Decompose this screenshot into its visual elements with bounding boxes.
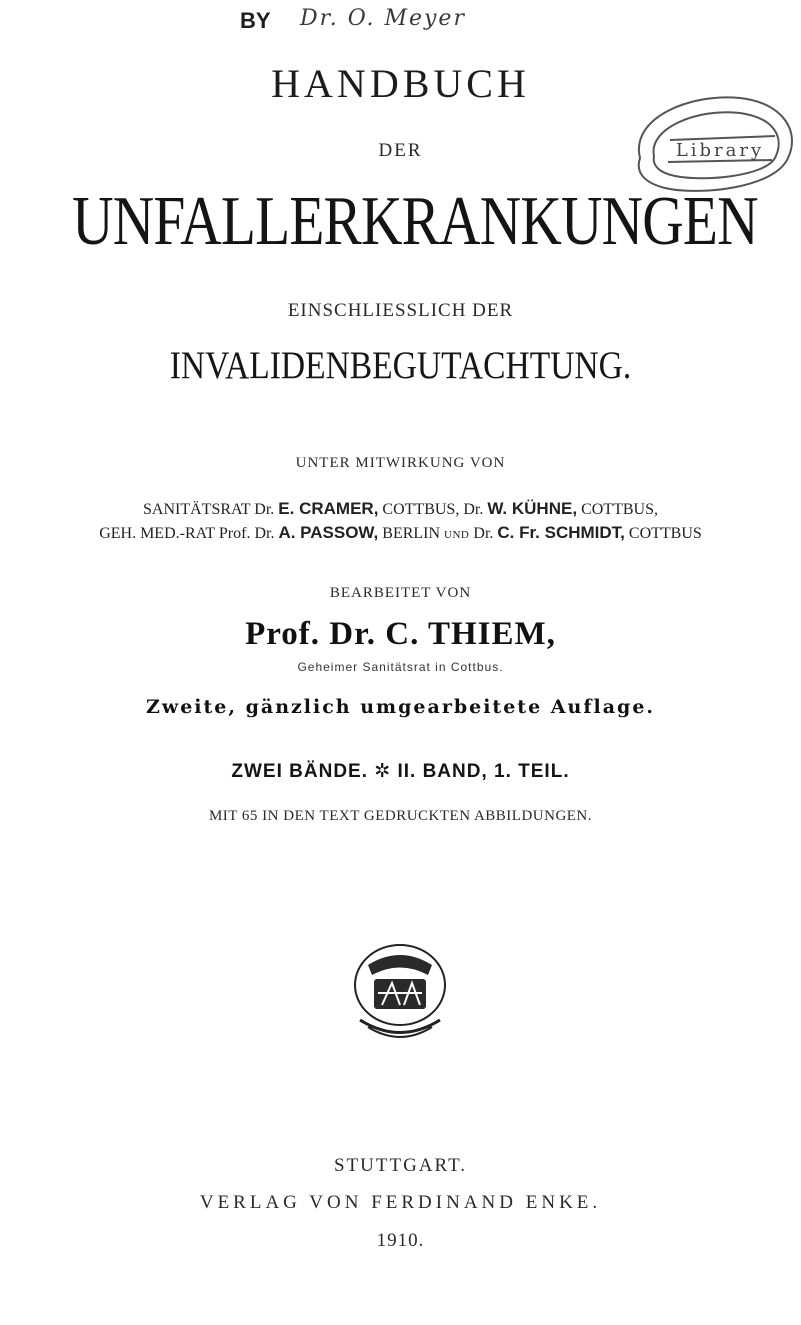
stamp-label: Library [675, 140, 765, 161]
contributor-place: COTTBUS [628, 525, 702, 542]
volume-statement: ZWEI BÄNDE. ✲ II. BAND, 1. TEIL. [231, 761, 570, 782]
imprint-publisher: VERLAG VON FERDINAND ENKE. [199, 1192, 602, 1213]
editor-rank: Geheimer Sanitätsrat in Cottbus. [297, 660, 504, 674]
library-stamp [610, 88, 800, 198]
contributor-place: BERLIN [382, 525, 441, 542]
contributors-line-2 [0, 523, 801, 543]
editor-intro: BEARBEITET VON [329, 585, 472, 601]
contributors-line-1 [0, 499, 801, 519]
contributor-place: COTTBUS, Dr. [382, 501, 484, 518]
contributor-name: E. CRAMER, [278, 499, 379, 518]
edition-statement: Zweite, gänzlich umgearbeitete Auflage. [145, 696, 656, 718]
signature-handwriting: Dr. O. Meyer [300, 6, 466, 31]
imprint-year: 1910. [376, 1230, 425, 1251]
title-line-1: HANDBUCH [271, 61, 530, 106]
title-line-2: DER [378, 140, 423, 161]
contributor-name: C. Fr. SCHMIDT, [497, 523, 625, 542]
main-title: UNFALLERKRANKUNGEN [72, 183, 758, 260]
conjunction: UND [444, 529, 470, 541]
contributor-name: W. KÜHNE, [487, 499, 578, 518]
subtitle-line-2: INVALIDENBEGUTACHTUNG. [169, 344, 632, 387]
publisher-device-icon [340, 935, 460, 1045]
contributor-place: COTTBUS, [581, 501, 658, 518]
owner-signature [0, 4, 801, 44]
contributor-prefix: GEH. MED.-RAT Prof. Dr. [99, 525, 275, 542]
imprint-city: STUTTGART. [333, 1155, 468, 1176]
contributor-name: A. PASSOW, [278, 523, 379, 542]
contributors-intro: UNTER MITWIRKUNG VON [295, 455, 506, 471]
illustrations-note: MIT 65 IN DEN TEXT GEDRUCKTEN ABBILDUNGEN. [208, 808, 593, 824]
contributor-prefix: SANITÄTSRAT Dr. [143, 501, 275, 518]
contributor-prefix: Dr. [473, 525, 494, 542]
signature-by: BY [240, 8, 271, 33]
editor-name: Prof. Dr. C. THIEM, [245, 616, 556, 652]
subtitle-line-1: EINSCHLIESSLICH DER [287, 300, 514, 321]
